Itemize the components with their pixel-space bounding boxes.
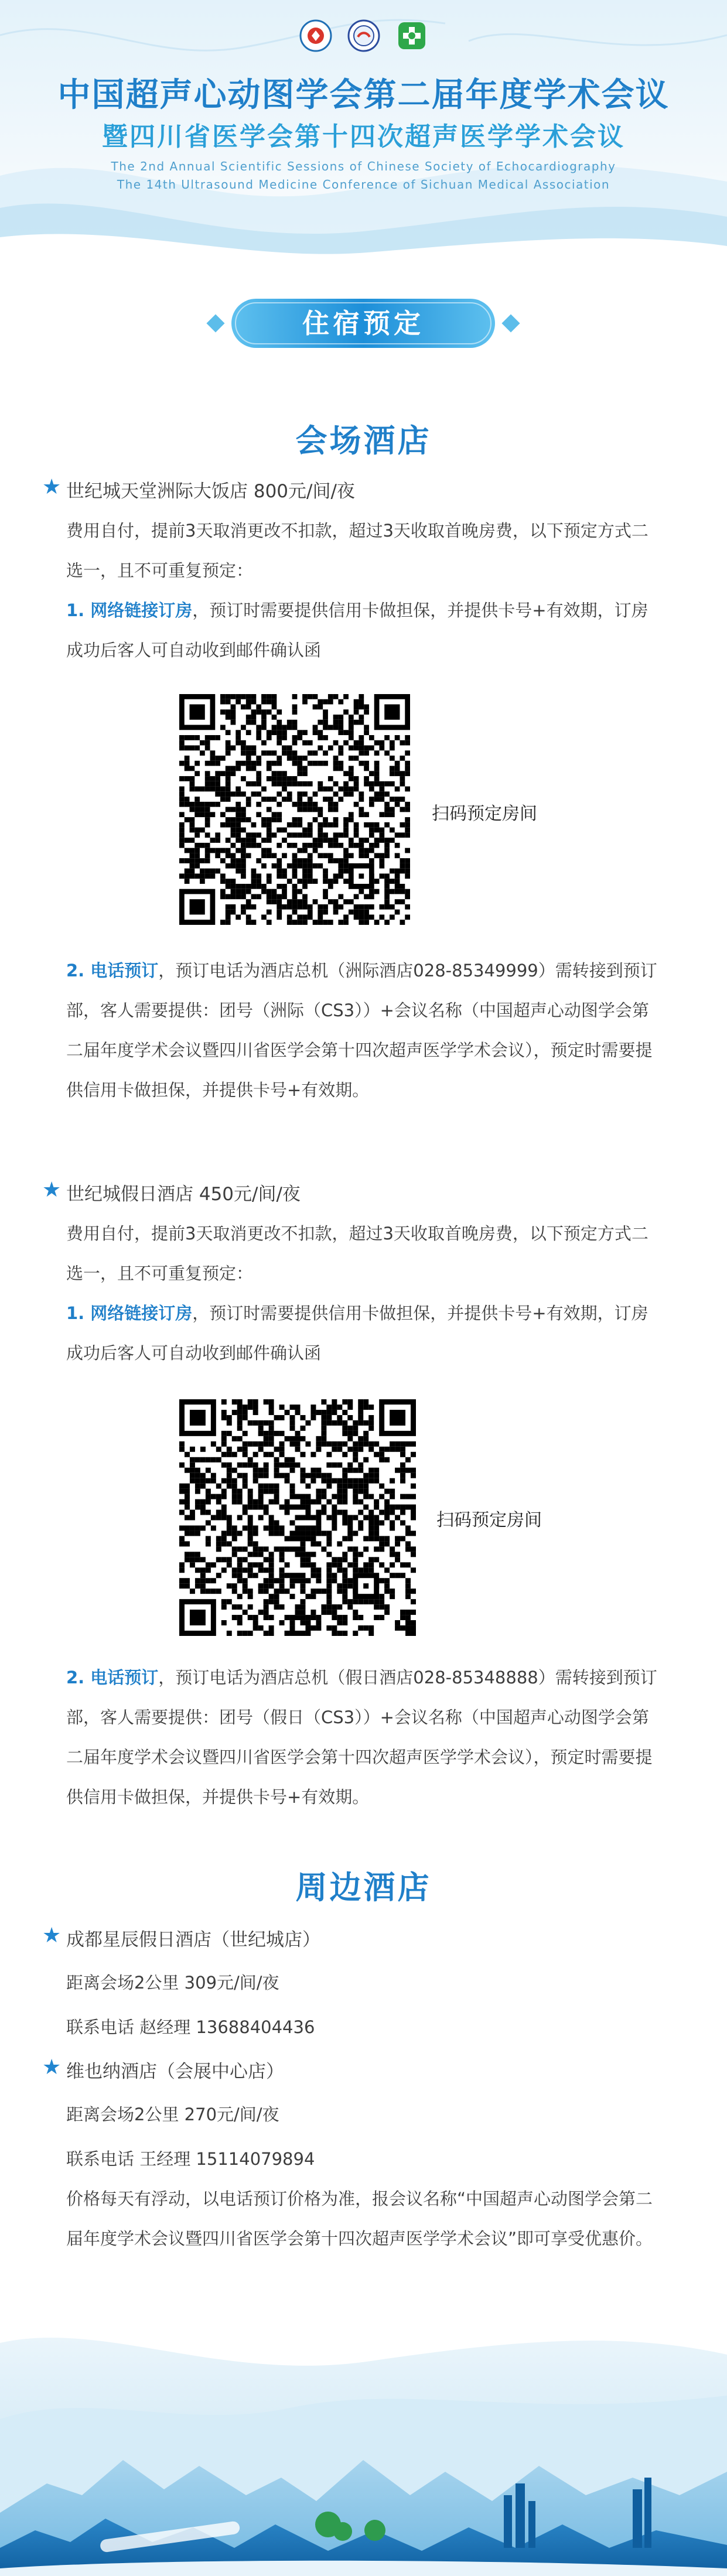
online-booking-paragraph (66, 1293, 664, 1373)
phone-booking-text: ，预订电话为酒店总机（假日酒店028-85348888）需转接到预订部，客人需要提供：团号（假日（CS3））+会议名称（中国超声心动图学会第二届年度学术会议暨四川省医学会第十四次超声医学学术会议），预定时需要提供信用卡做担保，并提供卡号+有效期。 (66, 1668, 657, 1807)
booking-qr-code[interactable] (179, 694, 410, 925)
star-icon: ★ (42, 2055, 62, 2079)
hotel-name: 成都星辰假日酒店（世纪城店） (66, 1929, 320, 1950)
hotel-name: 世纪城天堂洲际大饭店 800元/间/夜 (66, 481, 355, 502)
online-booking-label: 1. 网络链接订房 (66, 1303, 193, 1323)
conference-title-line1: 中国超声心动图学会第二届年度学术会议 (57, 76, 670, 114)
qr-caption: 扫码预定房间 (436, 1510, 542, 1530)
accommodation-banner (231, 299, 495, 348)
phone-booking-text: ，预订电话为酒店总机（洲际酒店028-85349999）需转接到预订部，客人需要提供：团号（洲际（CS3））+会议名称（中国超声心动图学会第二届年度学术会议暨四川省医学会第十四次超声医学学术会议），预定时需要提供信用卡做担保，并提供卡号+有效期。 (66, 961, 657, 1100)
online-booking-text: ，预订时需要提供信用卡做担保，并提供卡号+有效期，订房成功后客人可自动收到邮件确认函 (66, 1303, 649, 1363)
phone-booking-paragraph (66, 951, 664, 1110)
association-logo-icon (347, 19, 381, 53)
price-note: 价格每天有浮动，以电话预订价格为准，报会议名称“中国超声心动图学会第二届年度学术会议暨四川省医学会第十四次超声医学学术会议”即可享受优惠价。 (66, 2189, 653, 2249)
hotel-distance-price: 距离会场2公里 309元/间/夜 (66, 1973, 279, 1993)
english-subtitle-line1: The 2nd Annual Scientific Sessions of Chinese Society of Echocardiography (111, 159, 616, 173)
online-booking-paragraph (66, 590, 664, 670)
venue-hotels-title: 会场酒店 (295, 422, 432, 459)
hotel-name: 维也纳酒店（会展中心店） (66, 2061, 284, 2082)
header (0, 0, 727, 275)
nearby-hotels-title: 周边酒店 (295, 1869, 432, 1906)
qr-caption: 扫码预定房间 (432, 804, 537, 824)
phone-booking-label: 2. 电话预订 (66, 961, 159, 980)
footer-landscape (0, 2319, 727, 2576)
star-icon: ★ (42, 475, 62, 499)
footer-landscape-illustration (0, 2319, 727, 2576)
hotel-name: 世纪城假日酒店 450元/间/夜 (66, 1184, 301, 1205)
hotel-distance-price: 距离会场2公里 270元/间/夜 (66, 2104, 279, 2124)
online-booking-label: 1. 网络链接订房 (66, 600, 193, 620)
booking-policy: 费用自付，提前3天取消更改不扣款，超过3天收取首晚房费，以下预定方式二选一，且不可重复预定： (66, 1224, 649, 1283)
star-icon: ★ (42, 1178, 62, 1202)
hotel-contact: 联系电话 赵经理 13688404436 (66, 2017, 315, 2037)
diamond-left-icon (206, 314, 224, 332)
phone-booking-paragraph (66, 1658, 664, 1817)
booking-qr-code[interactable] (179, 1399, 416, 1636)
star-icon: ★ (42, 1924, 62, 1948)
banner-label: 住宿预定 (302, 308, 424, 339)
booking-policy: 费用自付，提前3天取消更改不扣款，超过3天收取首晚房费，以下预定方式二选一，且不可重复预定： (66, 521, 649, 580)
phone-booking-label: 2. 电话预订 (66, 1668, 159, 1687)
conference-title-line2: 暨四川省医学会第十四次超声医学学术会议 (102, 122, 625, 152)
diamond-right-icon (501, 314, 520, 332)
logo-row (0, 19, 727, 53)
green-cross-logo-icon (395, 19, 429, 53)
hotel-contact: 联系电话 王经理 15114079894 (66, 2149, 315, 2169)
english-subtitle-line2: The 14th Ultrasound Medicine Conference of Sichuan Medical Association (117, 177, 610, 192)
society-logo-icon (299, 19, 333, 53)
online-booking-text: ，预订时需要提供信用卡做担保，并提供卡号+有效期，订房成功后客人可自动收到邮件确认函 (66, 600, 649, 660)
